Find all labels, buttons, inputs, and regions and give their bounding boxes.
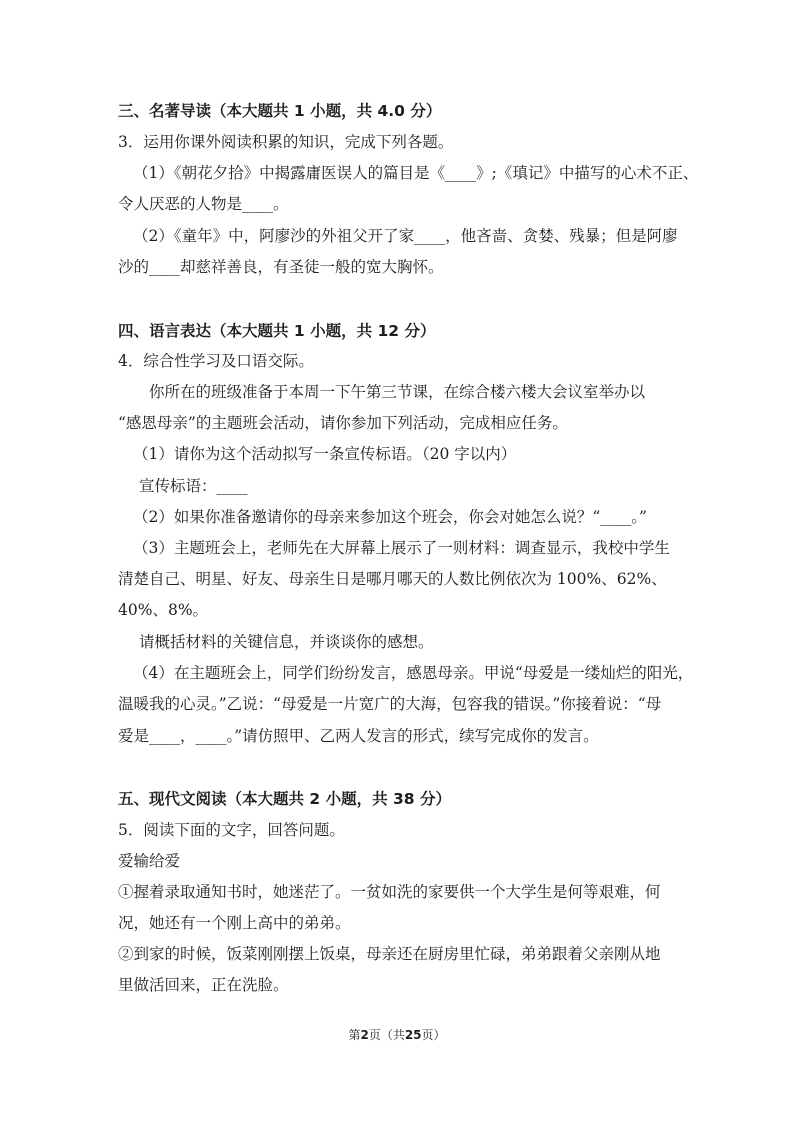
question-4-intro-line-2: “感恩母亲”的主题班会活动，请你参加下列活动，完成相应任务。 (118, 414, 568, 432)
section-4-heading: 四、语言表达（本大题共 1 小题，共 12 分） (118, 322, 436, 340)
question-4-intro-line-1: 你所在的班级准备于本周一下午第三节课，在综合楼六楼大会议室举办以 (149, 383, 646, 401)
question-3-2-line-2: 沙的____却慈祥善良，有圣徒一般的宽大胸怀。 (118, 258, 444, 276)
footer-page-number: 2 (360, 1028, 369, 1042)
footer-total-pages: 25 (404, 1028, 422, 1042)
question-4-2: （2）如果你准备邀请你的母亲来参加这个班会，你会对她怎么说？“____。” (133, 508, 647, 526)
section-5-heading: 五、现代文阅读（本大题共 2 小题，共 38 分） (118, 790, 451, 808)
footer-middle: 页（共 (368, 1028, 405, 1042)
question-3-1-line-2: 令人厌恶的人物是____。 (118, 195, 289, 213)
page-footer (0, 1027, 794, 1043)
section-3-heading: 三、名著导读（本大题共 1 小题，共 4.0 分） (118, 102, 442, 120)
footer-prefix: 第 (348, 1028, 361, 1042)
question-3-stem: 3．运用你课外阅读积累的知识，完成下列各题。 (118, 133, 454, 151)
question-4-3-line-3: 40%、8%。 (118, 601, 209, 619)
passage-paragraph-2-line-1: ②到家的时候，饭菜刚刚摆上饭桌，母亲还在厨房里忙碌，弟弟跟着父亲刚从地 (118, 945, 661, 963)
passage-paragraph-1-line-1: ①握着录取通知书时，她迷茫了。一贫如洗的家要供一个大学生是何等艰难，何 (118, 883, 661, 901)
question-3-2-line-1: （2）《童年》中，阿廖沙的外祖父开了家____，他吝啬、贪婪、残暴；但是阿廖 (133, 227, 678, 245)
question-4-stem: 4．综合性学习及口语交际。 (118, 352, 314, 370)
question-4-3-line-2: 清楚自己、明星、好友、母亲生日是哪月哪天的人数比例依次为 100%、62%、 (118, 570, 667, 588)
footer-suffix: 页） (421, 1028, 446, 1042)
question-4-4-line-2: 温暖我的心灵。”乙说：“母爱是一片宽广的大海，包容我的错误。”你接着说：“母 (118, 695, 662, 713)
question-4-1: （1）请你为这个活动拟写一条宣传标语。（20 字以内） (133, 445, 517, 463)
passage-paragraph-1-line-2: 况，她还有一个刚上高中的弟弟。 (118, 914, 351, 932)
passage-paragraph-2-line-2: 里做活回来，正在洗脸。 (118, 976, 289, 994)
question-5-stem: 5．阅读下面的文字，回答问题。 (118, 821, 345, 839)
passage-title: 爱输给爱 (118, 852, 181, 870)
question-4-4-line-1: （4）在主题班会上，同学们纷纷发言，感恩母亲。甲说“母爱是一缕灿烂的阳光， (133, 664, 694, 682)
question-4-1-answer: 宣传标语：____ (139, 477, 248, 495)
question-4-4-line-3: 爱是____，____。”请仿照甲、乙两人发言的形式，续写完成你的发言。 (118, 727, 599, 745)
question-4-3-task: 请概括材料的关键信息，并谈谈你的感想。 (139, 633, 434, 651)
question-3-1-line-1: （1）《朝花夕拾》中揭露庸医误人的篇目是《____》;《瑱记》中描写的心术不正、 (133, 164, 699, 182)
question-4-3-line-1: （3）主题班会上，老师先在大屏幕上展示了一则材料：调查显示，我校中学生 (133, 539, 670, 557)
